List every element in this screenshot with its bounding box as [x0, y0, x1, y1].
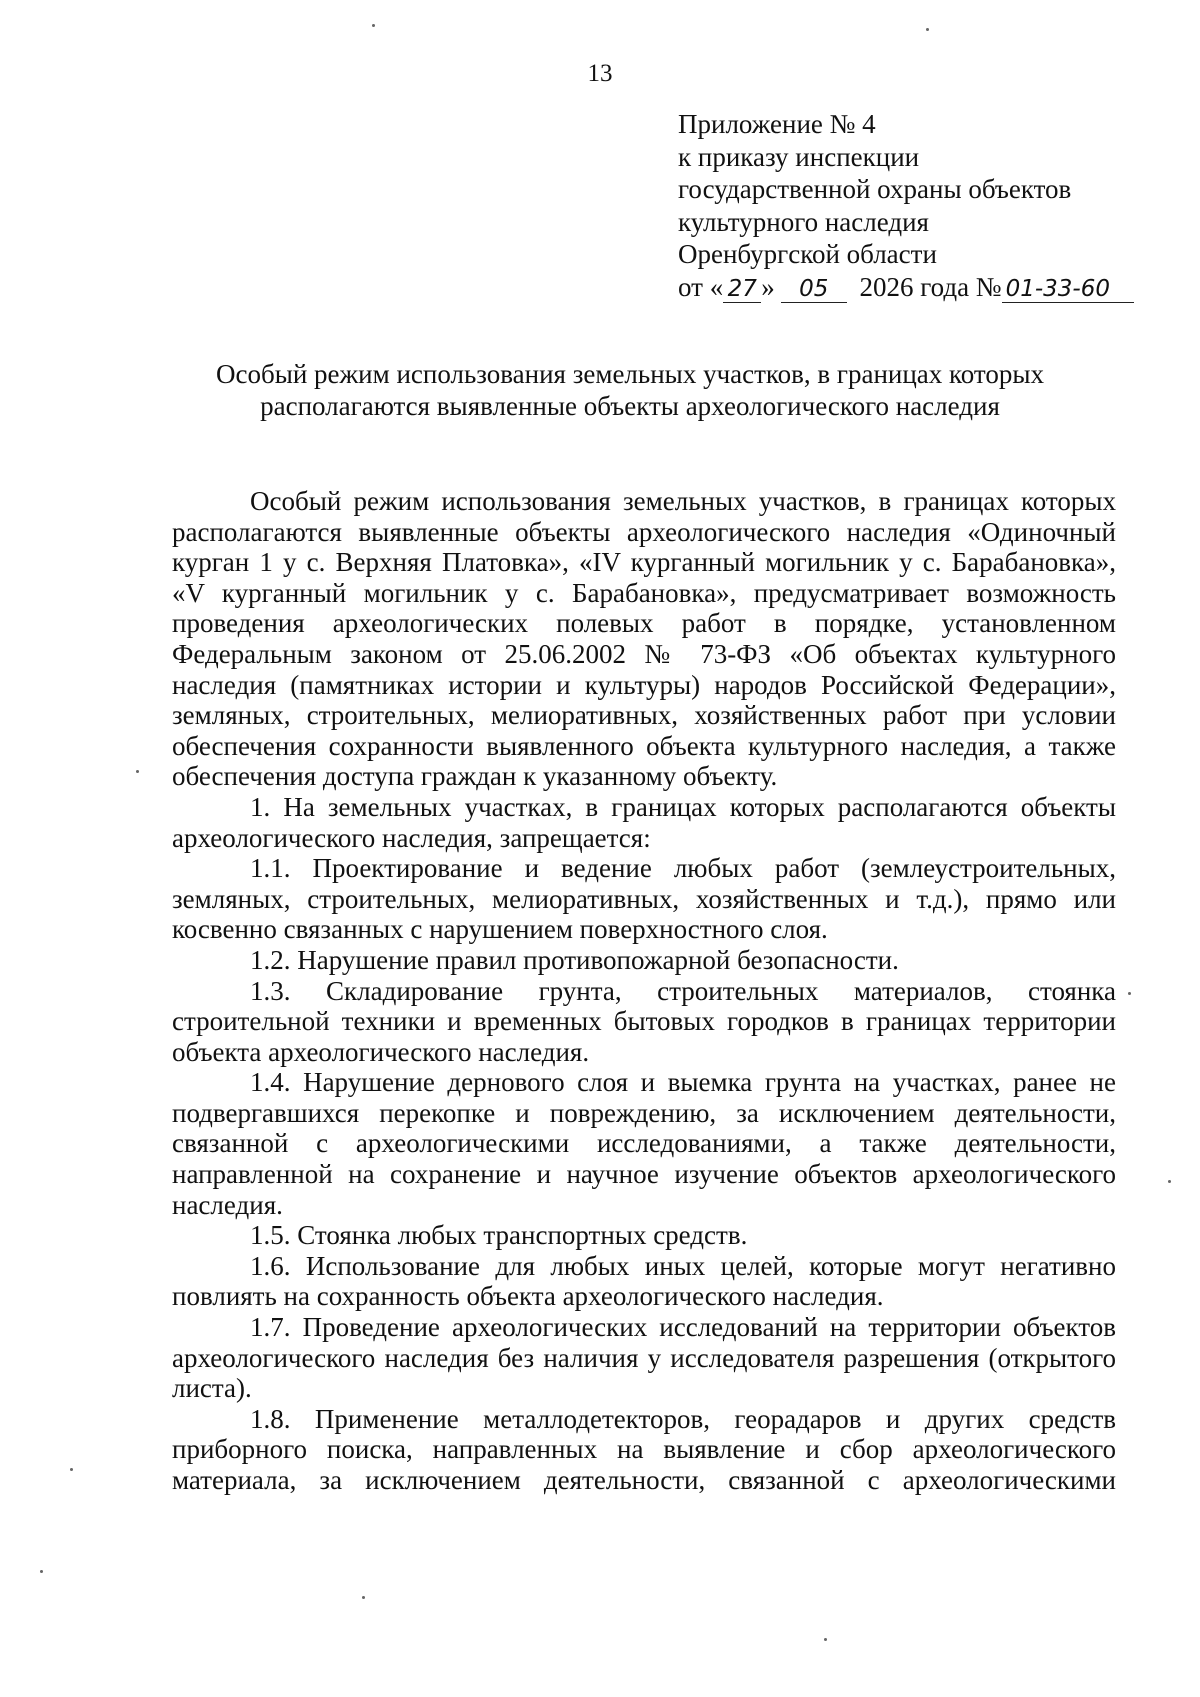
paragraph-item-1-3: 1.3. Складирование грунта, строительных материалов, стоянка строительной техники и временных бытовых городков в границах территории объекта археологического наследия. [172, 975, 1116, 1067]
title-line-2: располагаются выявленные объекты археологического наследия [260, 391, 1000, 421]
date-prefix: от « [678, 271, 724, 302]
appendix-line-1: Приложение № 4 [678, 109, 876, 139]
paragraph-intro: Особый режим использования земельных участков, в границах которых располагаются выявленные объекты археологического наследия «Одиночный курган 1 у с. Верхняя Платовка», «IV курганный могильник у с. Барабановка», «V курганный могильник у с. Барабановка», предусматривает возможность проведения археологических полевых работ в порядке, установленном Федеральным законом от 25.06.2002 № 73-ФЗ «Об объектах культурного наследия (памятниках истории и культуры) народов Российской Федерации», земляных, строительных, мелиоративных, хозяйственных работ при условии обеспечения сохранности выявленного объекта культурного наследия, а также обеспечения доступа граждан к указанному объекту. [172, 486, 1116, 792]
paragraph-item-1-6: 1.6. Использование для любых иных целей, которые могут негативно повлиять на сохранность объекта археологического наследия. [172, 1250, 1116, 1312]
paragraph-item-1-8: 1.8. Применение металлодетекторов, георадаров и других средств приборного поиска, направленных на выявление и сбор археологического материала, за исключением деятельности, связанной с археологическими [172, 1403, 1116, 1495]
scan-speck [70, 1468, 73, 1471]
scan-speck [362, 1596, 365, 1599]
handwritten-day: 27 [723, 276, 761, 303]
date-mid: » [761, 271, 775, 302]
paragraph-item-1-2: 1.2. Нарушение правил противопожарной безопасности. [250, 944, 899, 975]
paragraph-item-1-4: 1.4. Нарушение дернового слоя и выемка грунта на участках, ранее не подвергавшихся перекопке и повреждению, за исключением деятельности, связанной с археологическими исследованиями, а также деятельности, направленной на сохранение и научное изучение объектов археологического наследия. [172, 1067, 1116, 1220]
page-number: 13 [587, 60, 613, 87]
handwritten-order-number: 01-33-60 [1002, 276, 1134, 303]
document-title [150, 358, 1110, 422]
appendix-line-4: культурного наследия [678, 206, 929, 237]
paragraph-item-1: 1. На земельных участках, в границах которых располагаются объекты археологического наследия, запрещается: [172, 791, 1116, 853]
appendix-line-5: Оренбургской области [678, 239, 937, 269]
scan-speck [926, 28, 929, 31]
date-year: 2026 года № [859, 271, 1002, 302]
paragraph-item-1-1: 1.1. Проектирование и ведение любых работ (землеустроительных, земляных, строительных, мелиоративных, хозяйственных и т.д.), прямо или косвенно связанных с нарушением поверхностного слоя. [172, 853, 1116, 945]
scan-speck [136, 770, 139, 773]
appendix-line-2: к приказу инспекции [678, 141, 920, 172]
title-line-1: Особый режим использования земельных участков, в границах которых [215, 359, 1045, 389]
scan-speck [824, 1638, 827, 1641]
appendix-header [678, 108, 1134, 303]
paragraph-item-1-7: 1.7. Проведение археологических исследований на территории объектов археологического наследия без наличия у исследователя разрешения (открытого листа). [172, 1312, 1116, 1404]
scan-speck [372, 24, 375, 27]
scan-speck [1168, 1180, 1171, 1183]
paragraph-item-1-5: 1.5. Стоянка любых транспортных средств. [250, 1220, 748, 1251]
handwritten-month: 05 [781, 276, 847, 303]
appendix-line-3: государственной охраны объектов [678, 174, 1072, 204]
order-date-line [678, 271, 1134, 304]
scan-speck [1128, 992, 1131, 995]
scan-speck [40, 1570, 43, 1573]
document-body [172, 486, 1116, 1496]
